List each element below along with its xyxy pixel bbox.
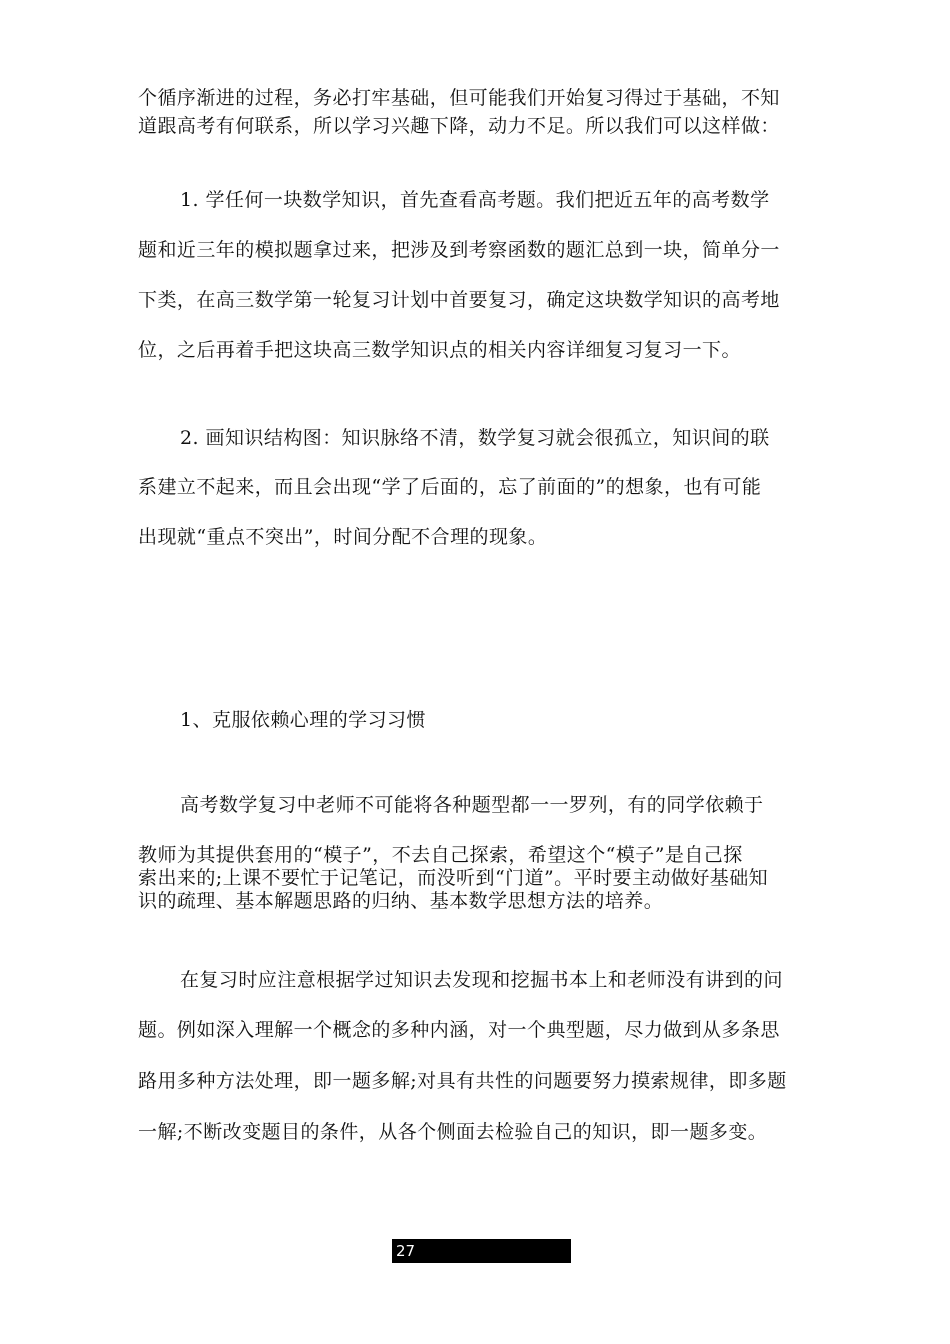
text-line: 在复习时应注意根据学过知识去发现和挖掘书本上和老师没有讲到的问 [180, 969, 783, 991]
text-line: 出现就“重点不突出”，时间分配不合理的现象。 [138, 526, 548, 548]
text-line: 题和近三年的模拟题拿过来，把涉及到考察函数的题汇总到一块，简单分一 [138, 239, 780, 261]
text-line: 个循序渐进的过程，务必打牢基础，但可能我们开始复习得过于基础，不知 [138, 87, 780, 109]
text-line: 位，之后再着手把这块高三数学知识点的相关内容详细复习复习一下。 [138, 339, 741, 361]
text-line: 道跟高考有何联系，所以学习兴趣下降，动力不足。所以我们可以这样做： [138, 115, 780, 137]
text-line: 2. 画知识结构图：知识脉络不清，数学复习就会很孤立，知识间的联 [180, 427, 770, 449]
text-line: 1. 学任何一块数学知识，首先查看高考题。我们把近五年的高考数学 [180, 189, 770, 211]
text-line: 教师为其提供套用的“模子”，不去自己探索，希望这个“模子”是自己探 [138, 844, 743, 866]
text-line: 系建立不起来，而且会出现“学了后面的，忘了前面的”的想象，也有可能 [138, 476, 762, 498]
text-line: 高考数学复习中老师不可能将各种题型都一一罗列，有的同学依赖于 [180, 794, 764, 816]
section-heading: 1、克服依赖心理的学习习惯 [180, 709, 426, 731]
text-line: 识的疏理、基本解题思路的归纳、基本数学思想方法的培养。 [138, 890, 664, 912]
page-number: 27 [392, 1239, 571, 1263]
text-line: 索出来的;上课不要忙于记笔记，而没听到“门道”。平时要主动做好基础知 [138, 867, 769, 889]
text-line: 题。例如深入理解一个概念的多种内涵，对一个典型题，尽力做到从多条思 [138, 1019, 780, 1041]
text-line: 一解;不断改变题目的条件，从各个侧面去检验自己的知识，即一题多变。 [138, 1121, 768, 1143]
text-line: 下类，在高三数学第一轮复习计划中首要复习，确定这块数学知识的高考地 [138, 289, 780, 311]
text-line: 路用多种方法处理，即一题多解;对具有共性的问题要努力摸索规律，即多题 [138, 1070, 787, 1092]
